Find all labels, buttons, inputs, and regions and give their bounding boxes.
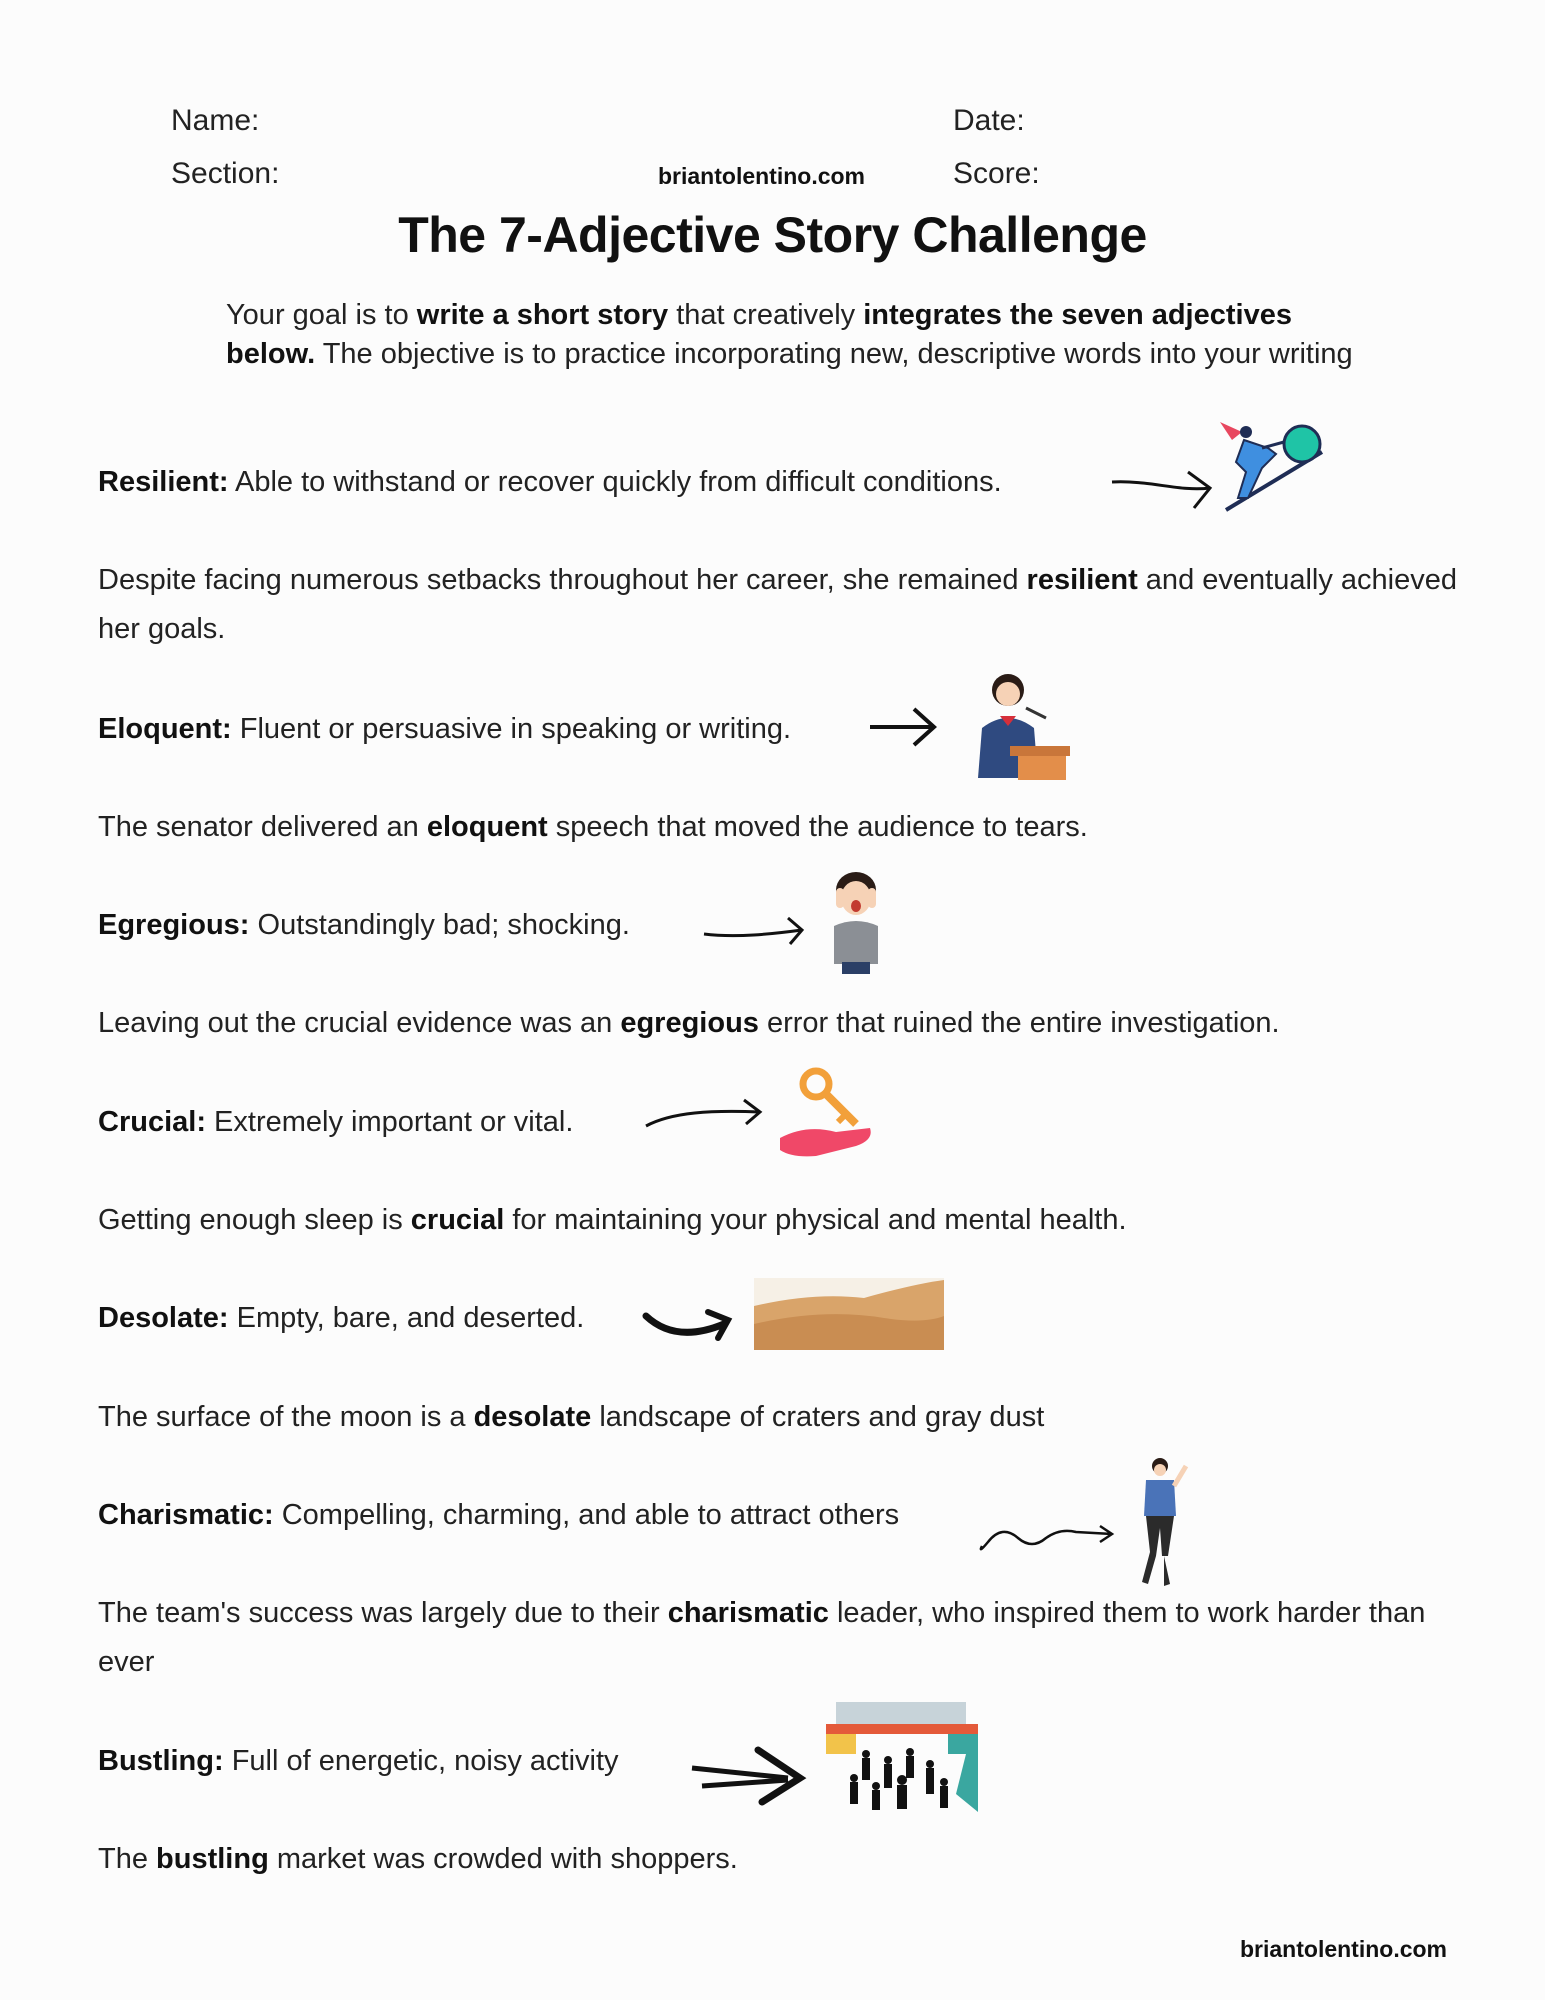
crowded-market-icon [826,1698,978,1812]
desert-dunes-icon [754,1278,944,1350]
definition-desolate: Desolate: Empty, bare, and deserted. [98,1302,585,1334]
date-label: Date: [953,104,1025,137]
example-resilient: Despite facing numerous setbacks throughout her career, she remained resilient and eventually achieved her goals. [98,564,1457,645]
example-egregious: Leaving out the crucial evidence was an egregious error that ruined the entire investigation. [98,1007,1280,1039]
definition-egregious: Egregious: Outstandingly bad; shocking. [98,909,630,941]
score-label: Score: [953,157,1040,190]
site-name-header: briantolentino.com [658,163,865,189]
definition-eloquent: Eloquent: Fluent or persuasive in speaking or writing. [98,713,792,745]
intro-paragraph: Your goal is to write a short story that creatively integrates the seven adjectives below. The objective is to practice incorporating new, descriptive words into your writing [226,299,1353,370]
arrow-icon [642,1096,766,1138]
definition-crucial: Crucial: Extremely important or vital. [98,1106,574,1138]
section-label: Section: [171,157,280,190]
arrow-icon [642,1300,738,1344]
page-title: The 7-Adjective Story Challenge [398,207,1147,263]
example-bustling: The bustling market was crowded with shoppers. [98,1843,738,1875]
example-desolate: The surface of the moon is a desolate landscape of craters and gray dust [98,1401,1045,1433]
definition-bustling: Bustling: Full of energetic, noisy activity [98,1745,619,1777]
site-name-footer: briantolentino.com [1240,1936,1447,1962]
example-charismatic: The team's success was largely due to their charismatic leader, who inspired them to work harder than ever [98,1597,1426,1678]
definition-resilient: Resilient: Able to withstand or recover quickly from difficult conditions. [98,466,1002,498]
person-pushing-boulder-uphill-icon [1210,418,1330,518]
arrow-icon [702,910,808,950]
hand-holding-key-icon [776,1066,876,1158]
shocked-boy-icon [820,866,892,976]
speaker-at-podium-icon [962,668,1072,780]
arrow-icon [868,705,940,749]
arrow-icon [976,1516,1120,1556]
definition-charismatic: Charismatic: Compelling, charming, and able to attract others [98,1499,900,1531]
example-crucial: Getting enough sleep is crucial for maintaining your physical and mental health. [98,1204,1127,1236]
example-eloquent: The senator delivered an eloquent speech that moved the audience to tears. [98,811,1088,843]
arrow-icon [1110,460,1220,510]
name-label: Name: [171,104,260,137]
man-with-microphone-icon [1134,1456,1196,1594]
arrow-icon [688,1740,812,1806]
